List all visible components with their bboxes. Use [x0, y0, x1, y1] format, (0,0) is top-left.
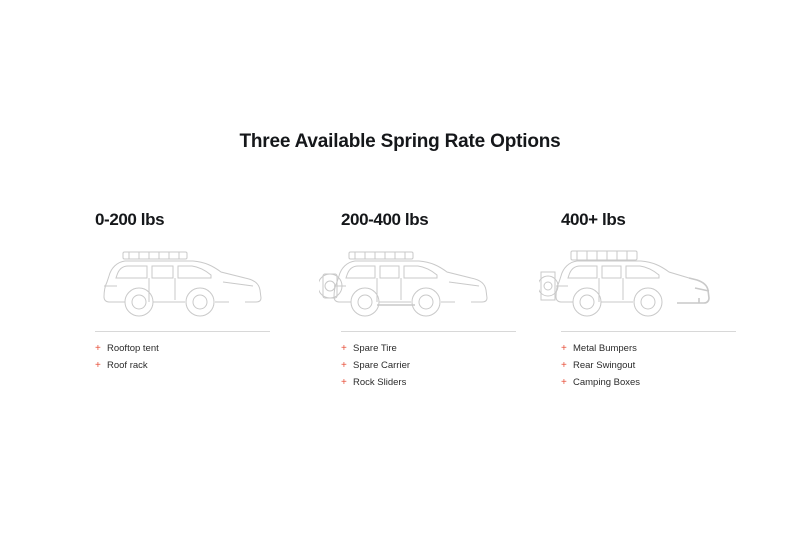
- feature-list: [95, 342, 285, 372]
- feature-list: [341, 342, 505, 389]
- plus-icon: +: [341, 377, 347, 388]
- feature-label: Camping Boxes: [573, 377, 641, 388]
- feature-label: Spare Carrier: [353, 360, 411, 371]
- list-item: [95, 342, 285, 355]
- option-heading: 400+ lbs: [561, 210, 626, 229]
- list-item: [95, 359, 285, 372]
- option-heading: 200-400 lbs: [341, 210, 429, 229]
- feature-label: Rock Sliders: [353, 377, 407, 388]
- suv-side-view-icon: [95, 242, 270, 327]
- feature-label: Roof rack: [107, 360, 148, 371]
- list-item: [561, 342, 725, 355]
- feature-label: Spare Tire: [353, 343, 397, 354]
- plus-icon: +: [561, 377, 567, 388]
- list-item: [341, 342, 505, 355]
- suv-side-view-icon: [539, 242, 714, 327]
- divider: [561, 331, 736, 332]
- divider: [95, 331, 270, 332]
- option-heading: 0-200 lbs: [95, 210, 165, 229]
- list-item: [561, 376, 725, 389]
- list-item: [341, 359, 505, 372]
- option-column-400-plus: [535, 210, 725, 393]
- feature-label: Rear Swingout: [573, 360, 636, 371]
- option-column-200-400: [315, 210, 505, 393]
- plus-icon: +: [341, 360, 347, 371]
- feature-label: Rooftop tent: [107, 343, 159, 354]
- plus-icon: +: [341, 343, 347, 354]
- feature-label: Metal Bumpers: [573, 343, 637, 354]
- plus-icon: +: [95, 360, 101, 371]
- divider: [341, 331, 516, 332]
- option-column-0-200: [95, 210, 285, 393]
- plus-icon: +: [561, 343, 567, 354]
- options-columns: [0, 210, 800, 393]
- list-item: [561, 359, 725, 372]
- page-title: Three Available Spring Rate Options: [239, 131, 561, 152]
- plus-icon: +: [561, 360, 567, 371]
- plus-icon: +: [95, 343, 101, 354]
- feature-list: [561, 342, 725, 389]
- suv-side-view-icon: [319, 242, 494, 327]
- list-item: [341, 376, 505, 389]
